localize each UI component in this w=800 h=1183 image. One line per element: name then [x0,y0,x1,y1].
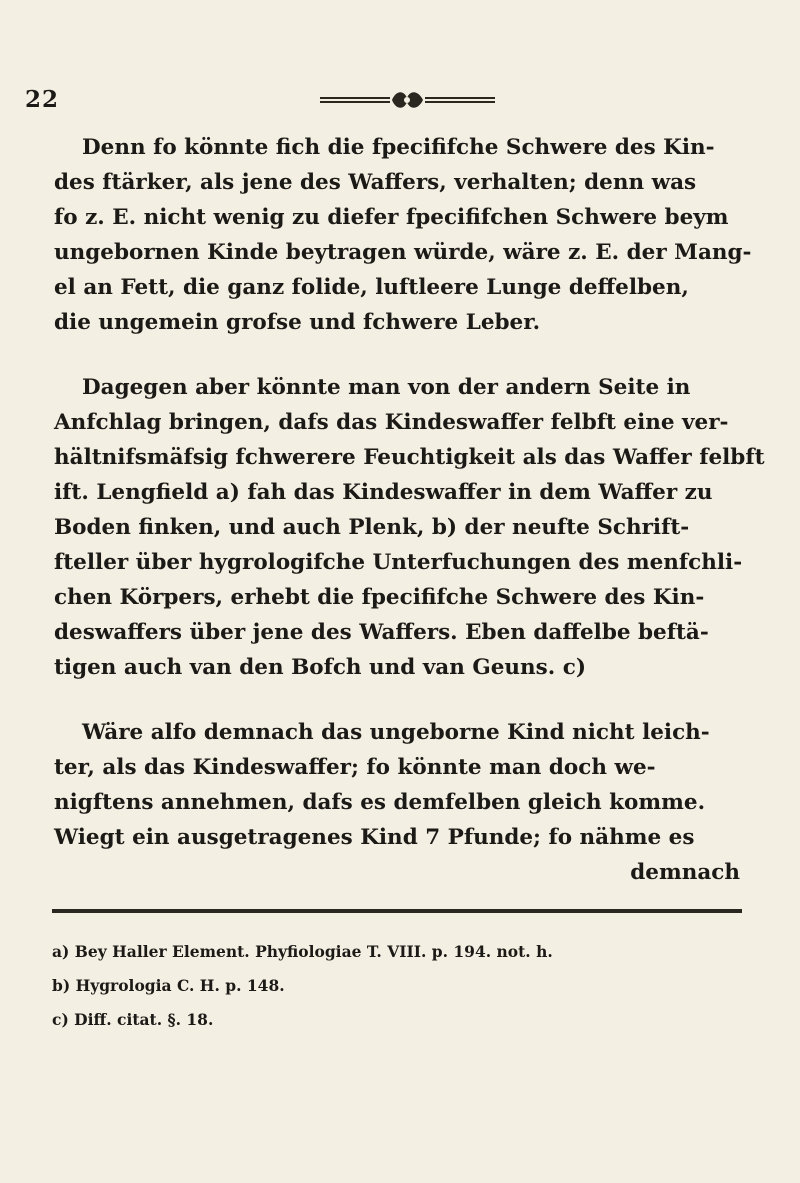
text-line: des ftärker, als jene des Waffers, verhalten; denn was [54,170,697,195]
text-line: die ungemein grofse und fchwere Leber. [54,310,541,335]
text-line: ter, als das Kindeswaffer; fo könnte man doch we- [54,755,656,780]
text-line: Dagegen aber könnte man von der andern Seite in [82,375,691,400]
footnotes [52,935,752,1037]
footnote: b) Hygrologia C. H. p. 148. [52,976,285,995]
text-line: Boden finken, und auch Plenk, b) der neufte Schrift- [54,515,690,540]
text-line: deswaffers über jene des Waffers. Eben daffelbe beftä- [54,620,709,645]
text-line: Wäre alfo demnach das ungeborne Kind nicht leich- [82,720,710,745]
page-number: 22 [25,86,60,113]
text-line: fteller über hygrologifche Unterfuchungen des menfchli- [54,550,743,575]
main-text [54,130,765,890]
text-line: ift. Lengfield a) fah das Kindeswaffer in dem Waffer zu [54,480,713,505]
text-line: el an Fett, die ganz folide, luftleere Lunge deffelben, [54,275,689,300]
text-line: tigen auch van den Bofch und van Geuns. c) [54,655,586,680]
catchword: demnach [630,860,740,885]
header-ornament-icon [320,88,495,112]
text-line: Denn fo könnte fich die fpecififche Schwere des Kin- [82,135,715,160]
text-line: nigftens annehmen, dafs es demfelben gleich komme. [54,790,706,815]
text-line: hältnifsmäfsig fchwerere Feuchtigkeit als das Waffer felbft [54,445,765,470]
text-line: chen Körpers, erhebt die fpecififche Schwere des Kin- [54,585,705,610]
text-line: Anfchlag bringen, dafs das Kindeswaffer felbft eine ver- [54,410,729,435]
text-line: ungebornen Kinde beytragen würde, wäre z. E. der Mang- [54,240,752,265]
footnote-rule [52,908,742,914]
footnote: c) Diff. citat. §. 18. [52,1010,214,1029]
text-line: fo z. E. nicht wenig zu diefer fpecififchen Schwere beym [54,205,729,230]
text-line: Wiegt ein ausgetragenes Kind 7 Pfunde; fo nähme es [54,825,695,850]
footnote: a) Bey Haller Element. Phyfiologiae T. VIII. p. 194. not. h. [52,942,553,961]
